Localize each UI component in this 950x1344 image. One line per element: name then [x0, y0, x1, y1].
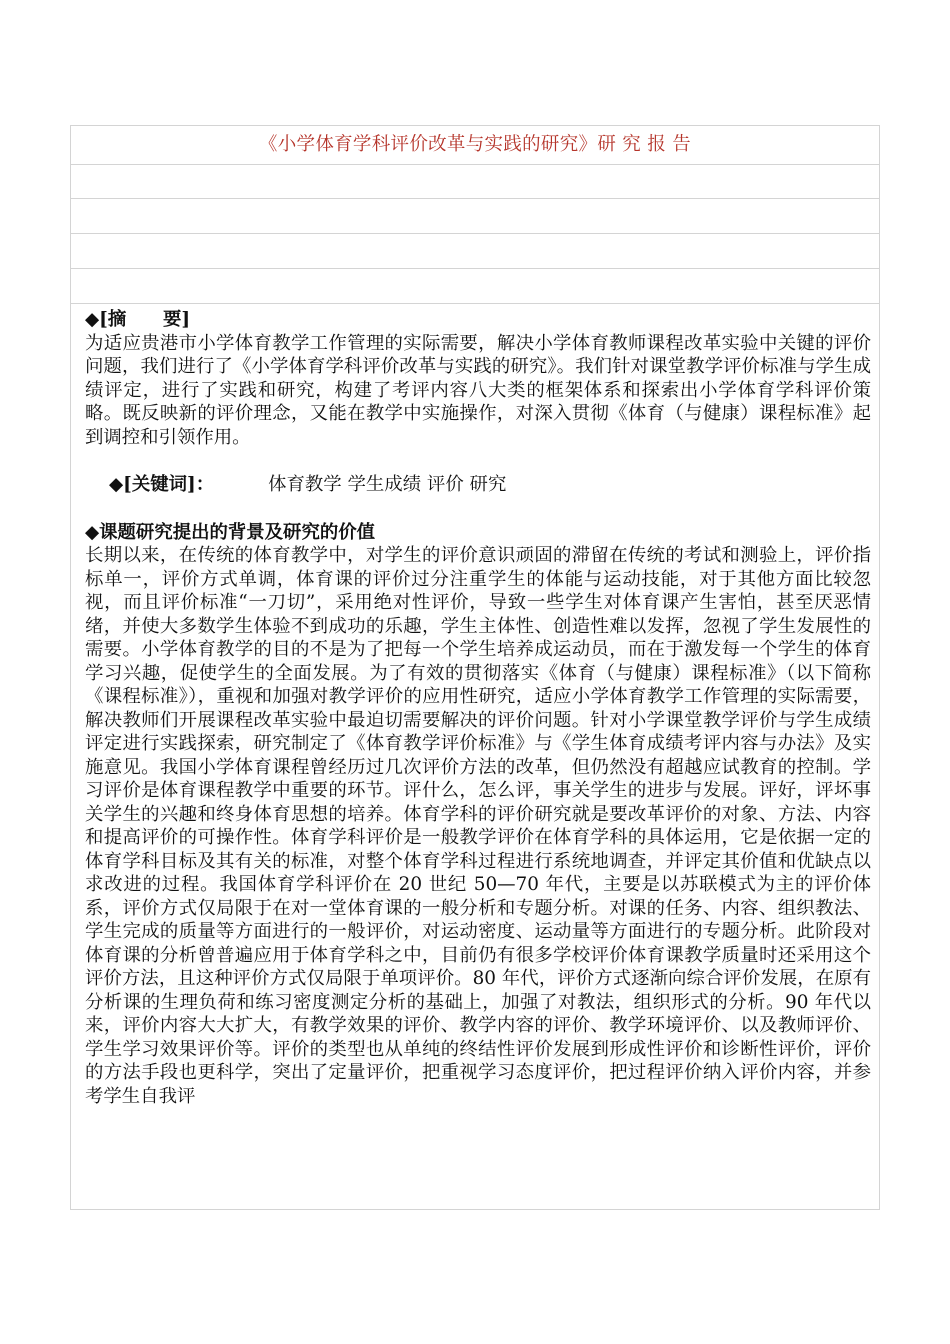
abstract-heading: ◆[摘 要] [85, 309, 191, 330]
keywords-values: 体育教学 学生成绩 评价 研究 [268, 474, 507, 495]
blank-table-row [71, 164, 879, 199]
keywords-line [85, 473, 871, 497]
blank-table-row [71, 269, 879, 304]
report-title: 《小学体育学科评价改革与实践的研究》研 究 报 告 [71, 126, 879, 165]
blank-table-row [71, 199, 879, 234]
report-body [85, 308, 871, 1108]
background-text: 长期以来，在传统的体育教学中，对学生的评价意识顽固的滞留在传统的考试和测验上，评价指标单一，评价方式单调，体育课的评价过分注重学生的体能与运动技能，对于其他方面比较忽视，而且评价标准“一刀切”，采用绝对性评价，导致一些学生对体育课产生害怕，甚至厌恶情绪，并使大多数学生体验不到成功的乐趣，学生主体性、创造性难以发挥，忽视了学生发展性的需要。小学体育教学的目的不是为了把每一个学生培养成运动员，而在于激发每一个学生的体育学习兴趣，促使学生的全面发展。为了有效的贯彻落实《体育（与健康）课程标准》（以下简称《课程标准》），重视和加强对教学评价的应用性研究，适应小学体育教学工作管理的实际需要，解决教师们开展课程改革实验中最迫切需要解决的评价问题。针对小学课堂教学评价与学生成绩评定进行实践探索，研究制定了《体育教学评价标准》与《学生体育成绩考评内容与办法》及实施意见。我国小学体育课程曾经历过几次评价方法的改革，但仍然没有超越应试教育的控制。学习评价是体育课程教学中重要的环节。评什么，怎么评，事关学生的进步与发展。评好，评坏事关学生的兴趣和终身体育思想的培养。体育学科的评价研究就是要改革评价的对象、方法、内容和提高评价的可操作性。体育学科评价是一般教学评价在体育学科的具体运用，它是依据一定的体育学科目标及其有关的标准，对整个体育学科过程进行系统地调查，并评定其价值和优缺点以求改进的过程。我国体育学科评价在 20 世纪 50—70 年代，主要是以苏联模式为主的评价体系，评价方式仅局限于在对一堂体育课的一般分析和专题分析。对课的任务、内容、组织教法、学生完成的质量等方面进行的一般评价，对运动密度、运动量等方面进行的专题分析。此阶段对体育课的分析曾普遍应用于体育学科之中，目前仍有很多学校评价体育课教学质量时还采用这个评价方法，且这种评价方式仅局限于单项评价。80 年代，评价方式逐渐向综合评价发展，在原有分析课的生理负荷和练习密度测定分析的基础上，加强了对教法，组织形式的分析。90 年代以来，评价内容大大扩大，有教学效果的评价、教学内容的评价、教学环境评价、以及教师评价、学生学习效果评价等。评价的类型也从单纯的终结性评价发展到形成性评价和诊断性评价，评价的方法手段也更科学，突出了定量评价，把重视学习态度评价，把过程评价纳入评价内容，并参考学生自我评 [85, 545, 871, 1107]
report-frame [70, 125, 880, 1210]
keywords-label: ◆[关键词]： [109, 474, 215, 495]
blank-table-row [71, 234, 879, 269]
background-heading: ◆课题研究提出的背景及研究的价值 [85, 521, 376, 543]
abstract-text: 为适应贵港市小学体育教学工作管理的实际需要，解决小学体育教师课程改革实验中关键的评价问题，我们进行了《小学体育学科评价改革与实践的研究》。我们针对课堂教学评价标准与学生成绩评定，进行了实践和研究，构建了考评内容八大类的框架体系和探索出小学体育学科评价策略。既反映新的评价理念，又能在教学中实施操作，对深入贯彻《体育（与健康）课程标准》起到调控和引领作用。 [85, 332, 871, 448]
